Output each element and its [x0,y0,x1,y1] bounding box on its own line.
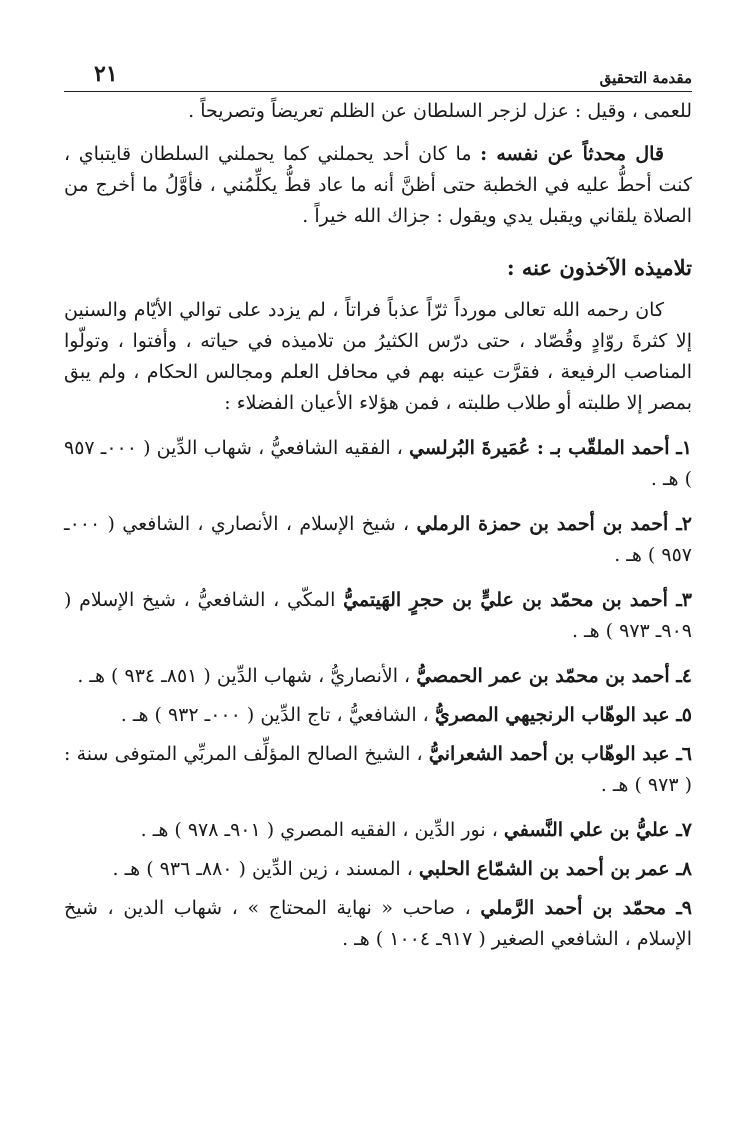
section-heading: تلاميذه الآخذون عنه : [506,255,692,280]
running-head: مقدمة التحقيق [599,69,692,87]
student-name: ٩ـ محمّد بن أحمد الرَّملي [480,897,693,919]
student-name: ١ـ أحمد الملقّب بـ : عُمَيرةَ البُرلسي [409,437,692,459]
student-entry [64,893,692,955]
student-details: ، نور الدِّين ، الفقيه المصري ( ٩٠١ـ ٩٧٨ ) هـ . [140,819,504,841]
student-name: ٨ـ عمر بن أحمد بن الشمّاع الحلبي [418,858,692,880]
student-name: ٣ـ أحمد بن محمّد بن عليٍّ بن حجرٍ الهَيتميُّ [343,589,692,611]
quote-lead: قال محدثاً عن نفسه : [480,143,664,165]
student-entry [64,509,692,571]
page-header [64,54,692,92]
student-name: ٤ـ أحمد بن محمّد بن عمر الحمصيُّ [416,665,692,687]
student-details: ، الفقيه الشافعيُّ ، شهاب الدِّين ( ٠٠٠ـ ٩٥٧ ) هـ . [64,437,692,490]
student-entry [64,585,692,647]
student-entry [64,700,692,731]
student-entry [64,661,692,692]
student-details: المكّي ، الشافعيُّ ، شيخ الإسلام ( ٩٠٩ـ ٩٧٣ ) هـ . [64,589,692,642]
student-name: ٧ـ عليُّ بن علي النَّسفي [503,819,692,841]
student-name: ٢ـ أحمد بن أحمد بن حمزة الرملي [416,513,692,535]
student-entry [64,433,692,495]
student-details: ، الشافعيُّ ، تاج الدِّين ( ٠٠٠ـ ٩٣٢ ) هـ . [120,704,435,726]
quote-text: ما كان أحد يحملني كما يحملني السلطان قايتباي ، كنت أحطُّ عليه في الخطبة حتى أظنَّ أنه ما عاد قطُّ يكلِّمُني ، فأوَّلُ ما أخرج من الصلاة يلقاني ويقبل يدي ويقول : جزاك الله خيراً . [64,143,692,227]
student-entry [64,739,692,801]
student-details: ، الأنصاريُّ ، شهاب الدِّين ( ٨٥١ـ ٩٣٤ ) هـ . [77,665,417,687]
student-name: ٦ـ عبد الوهّاب بن أحمد الشعرانيُّ [428,743,692,765]
student-name: ٥ـ عبد الوهّاب الرنجيهي المصريُّ [434,704,692,726]
continued-paragraph: للعمى ، وقيل : عزل لزجر السلطان عن الظلم تعريضاً وتصريحاً . [188,100,692,122]
student-details: ، شيخ الإسلام ، الأنصاري ، الشافعي ( ٠٠٠ـ ٩٥٧ ) هـ . [64,513,692,566]
student-entry [64,815,692,846]
student-details: ، الشيخ الصالح المؤلِّف المربِّي المتوفى سنة : ( ٩٧٣ ) هـ . [64,743,692,796]
page-number: ٢١ [94,61,118,87]
page-body [64,96,692,969]
student-details: ، المسند ، زين الدِّين ( ٨٨٠ـ ٩٣٦ ) هـ . [112,858,419,880]
student-entry [64,854,692,885]
student-details: ، صاحب « نهاية المحتاج » ، شهاب الدين ، شيخ الإسلام ، الشافعي الصغير ( ٩١٧ـ ١٠٠٤ ) هـ . [64,897,692,950]
quote-paragraph [64,139,692,232]
section-intro: كان رحمه الله تعالى مورداً ثرّاً عذباً فراتاً ، لم يزدد على توالي الأيّام والسنين إلا كثرةَ روّادٍ وقُصّاد ، حتى درّس الكثيرُ من تلاميذه في حياته ، وأفتوا ، وتولّوا المناصب الرفيعة ، فقرَّت عينه بهم في محافل العلم ومجالس الحكام ، ولم يبق بمصر إلا طلبته أو طلاب طلبته ، فمن هؤلاء الأعيان الفضلاء : [64,299,693,414]
